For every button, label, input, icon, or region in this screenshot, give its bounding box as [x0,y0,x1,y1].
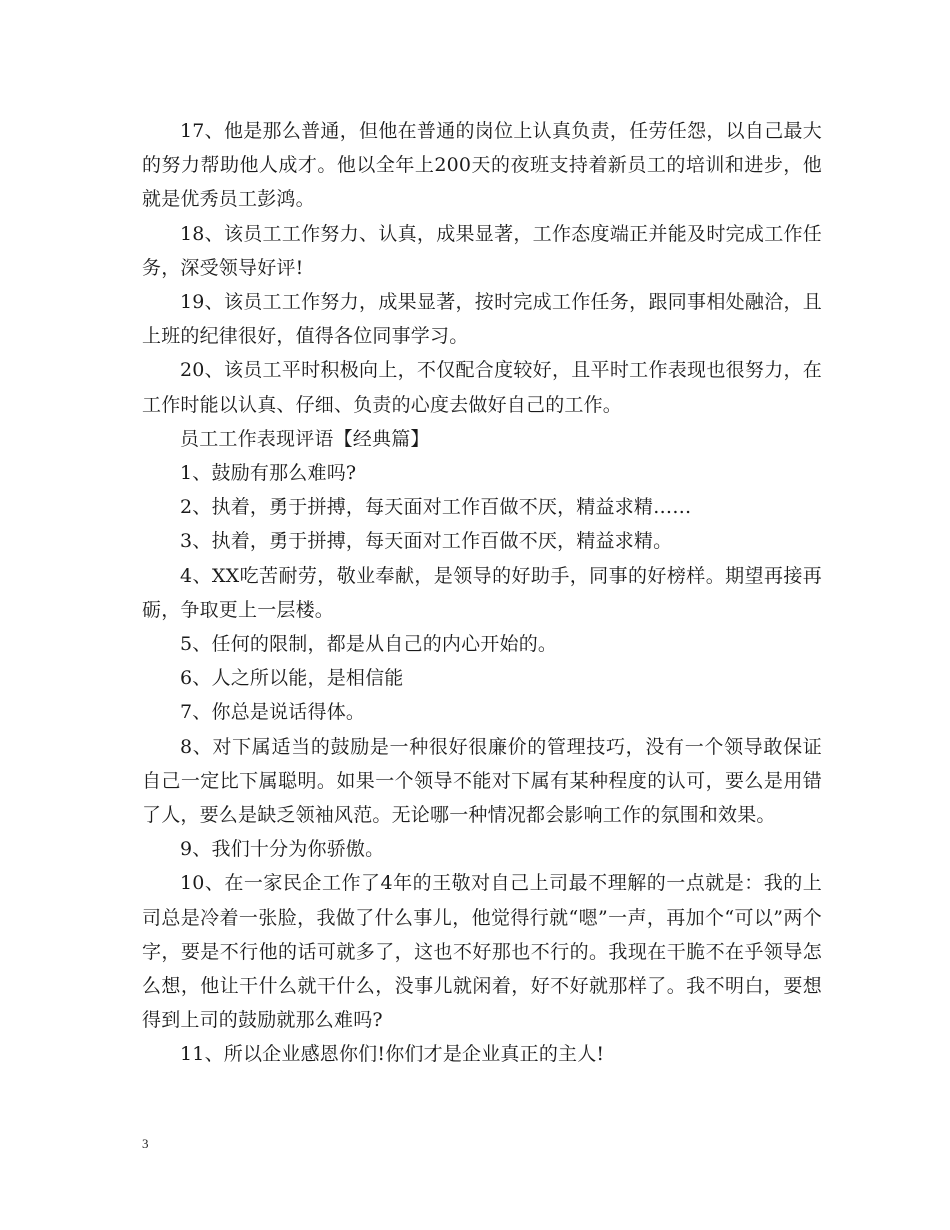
paragraph-1: 1、鼓励有那么难吗? [180,462,357,485]
paragraph-3: 3、执着，勇于拼搏，每天面对工作百做不厌，精益求精。 [180,530,673,553]
paragraph-5: 5、任何的限制，都是从自己的内心开始的。 [180,633,558,656]
paragraph-2: 2、执着，勇于拼搏，每天面对工作百做不厌，精益求精…… [180,496,692,519]
paragraph-10: 10、在一家民企工作了4年的王敬对自己上司最不理解的一点就是：我的上司总是冷着一张脸，我做了什么事儿，他觉得行就“嗯”一声，再加个“可以”两个字，要是不行他的话可就多了，这也不好那也不行的。我现在干脆不在乎领导怎么想，他让干什么就干什么，没事儿就闲着，好不好就那样了。我不明白，要想得到上司的鼓励就那么难吗? [142,872,822,1032]
paragraph-7: 7、你总是说话得体。 [180,701,366,724]
paragraph-9: 9、我们十分为你骄傲。 [180,838,385,861]
paragraph-17: 17、他是那么普通，但他在普通的岗位上认真负责，任劳任怨，以自己最大的努力帮助他人成才。他以全年上200天的夜班支持着新员工的培训和进步，他就是优秀员工彭鸿。 [142,120,822,211]
document-body [142,114,822,1072]
paragraph-11: 11、所以企业感恩你们!你们才是企业真正的主人! [180,1043,605,1066]
paragraph-19: 19、该员工工作努力，成果显著，按时完成工作任务，跟同事相处融洽，且上班的纪律很好，值得各位同事学习。 [142,291,822,348]
paragraph-4: 4、XX吃苦耐劳，敬业奉献，是领导的好助手，同事的好榜样。期望再接再砺，争取更上一层楼。 [142,564,822,621]
paragraph-8: 8、对下属适当的鼓励是一种很好很廉价的管理技巧，没有一个领导敢保证自己一定比下属聪明。如果一个领导不能对下属有某种程度的认可，要么是用错了人，要么是缺乏领袖风范。无论哪一种情况都会影响工作的氛围和效果。 [142,735,822,827]
paragraph-6: 6、人之所以能，是相信能 [180,667,404,690]
page-number: 3 [142,1136,149,1151]
paragraph-20: 20、该员工平时积极向上，不仅配合度较好，且平时工作表现也很努力，在工作时能以认真、仔细、负责的心度去做好自己的工作。 [142,359,822,416]
section-heading: 员工工作表现评语【经典篇】 [180,427,430,450]
paragraph-18: 18、该员工工作努力、认真，成果显著，工作态度端正并能及时完成工作任务，深受领导好评! [142,222,822,279]
